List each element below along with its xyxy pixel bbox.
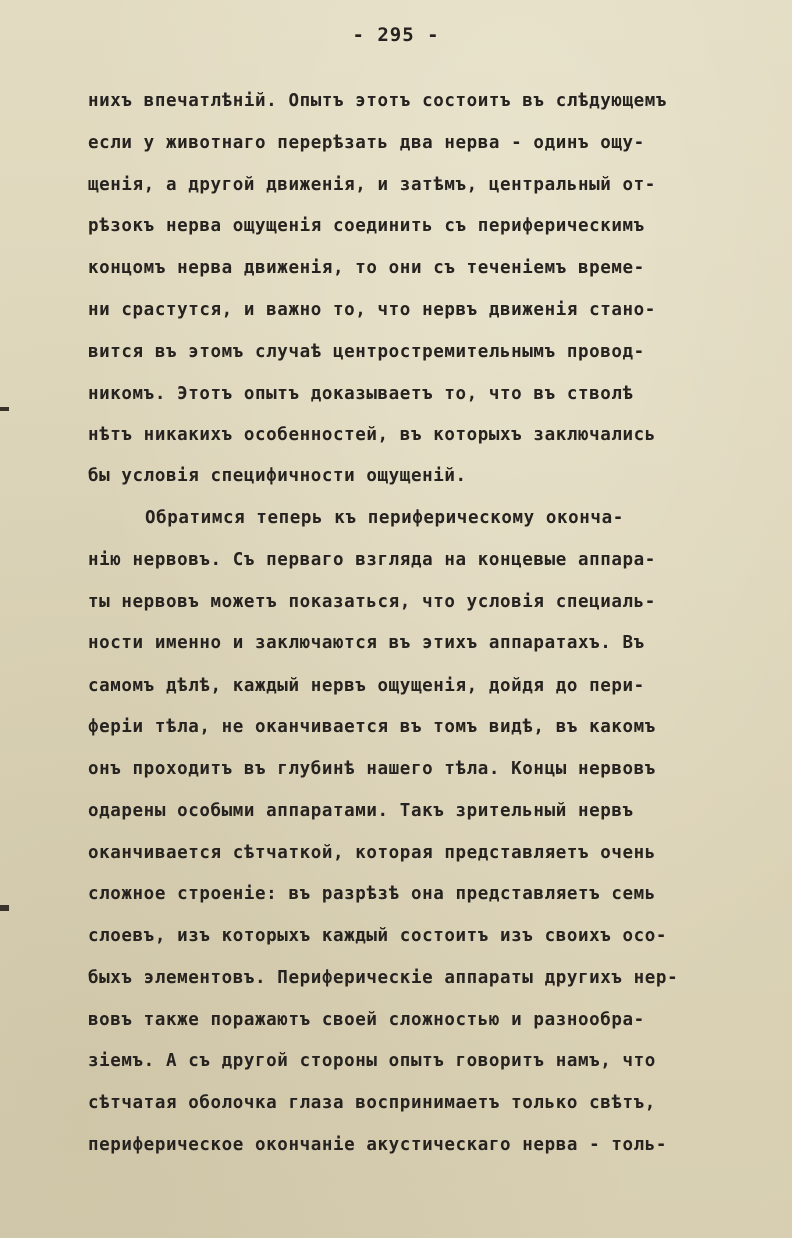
text-line: бы условiя специфичности ощущенiй. <box>88 466 467 486</box>
text-line: никомъ. Этотъ опытъ доказываетъ то, что въ стволѣ <box>88 384 634 404</box>
text-line: зiемъ. А съ другой стороны опытъ говоритъ намъ, что <box>88 1051 656 1071</box>
text-line: ферiи тѣла, не оканчивается въ томъ видѣ, въ какомъ <box>88 717 656 737</box>
text-line: периферическое окончанiе акустическаго нерва - толь- <box>88 1135 668 1155</box>
left-edge-mark <box>0 905 9 911</box>
text-line: концомъ нерва движенiя, то они съ теченiемъ време- <box>88 258 645 278</box>
text-line: самомъ дѣлѣ, каждый нервъ ощущенiя, дойдя до пери- <box>88 676 645 696</box>
page-number: - 295 - <box>352 24 440 46</box>
text-line: сѣтчатая оболочка глаза воспринимаетъ только свѣтъ, <box>88 1093 656 1113</box>
text-line: ты нервовъ можетъ показаться, что условiя специаль- <box>88 592 656 612</box>
text-line: щенiя, а другой движенiя, и затѣмъ, центральный от- <box>88 175 656 195</box>
text-line: ни срастутся, и важно то, что нервъ движенiя стано- <box>88 300 656 320</box>
text-line: если у животнаго перерѣзать два нерва - одинъ ощу- <box>88 133 645 153</box>
text-line: одарены особыми аппаратами. Такъ зрительный нервъ <box>88 801 634 821</box>
text-line: рѣзокъ нерва ощущенiя соединить съ периферическимъ <box>88 216 645 236</box>
left-edge-mark <box>0 407 9 411</box>
text-line: нѣтъ никакихъ особенностей, въ которыхъ заключались <box>88 425 656 445</box>
text-line: сложное строенiе: въ разрѣзѣ она представляетъ семь <box>88 884 656 904</box>
text-line: быхъ элементовъ. Периферическiе аппараты другихъ нер- <box>88 968 679 988</box>
text-line: ности именно и заключаются въ этихъ аппаратахъ. Въ <box>88 633 645 653</box>
text-line: нiю нервовъ. Съ перваго взгляда на концевые аппара- <box>88 550 656 570</box>
text-line: оканчивается сѣтчаткой, которая представляетъ очень <box>88 843 656 863</box>
text-line: онъ проходитъ въ глубинѣ нашего тѣла. Концы нервовъ <box>88 759 656 779</box>
text-line: вится въ этомъ случаѣ центростремительнымъ провод- <box>88 342 645 362</box>
paragraph-start: Обратимся теперь къ периферическому оконча- <box>145 508 624 528</box>
text-line: вовъ также поражаютъ своей сложностью и разнообра- <box>88 1010 645 1030</box>
text-line: нихъ впечатлѣнiй. Опытъ этотъ состоитъ въ слѣдующемъ <box>88 91 668 111</box>
text-line: слоевъ, изъ которыхъ каждый состоитъ изъ своихъ осо- <box>88 926 668 946</box>
